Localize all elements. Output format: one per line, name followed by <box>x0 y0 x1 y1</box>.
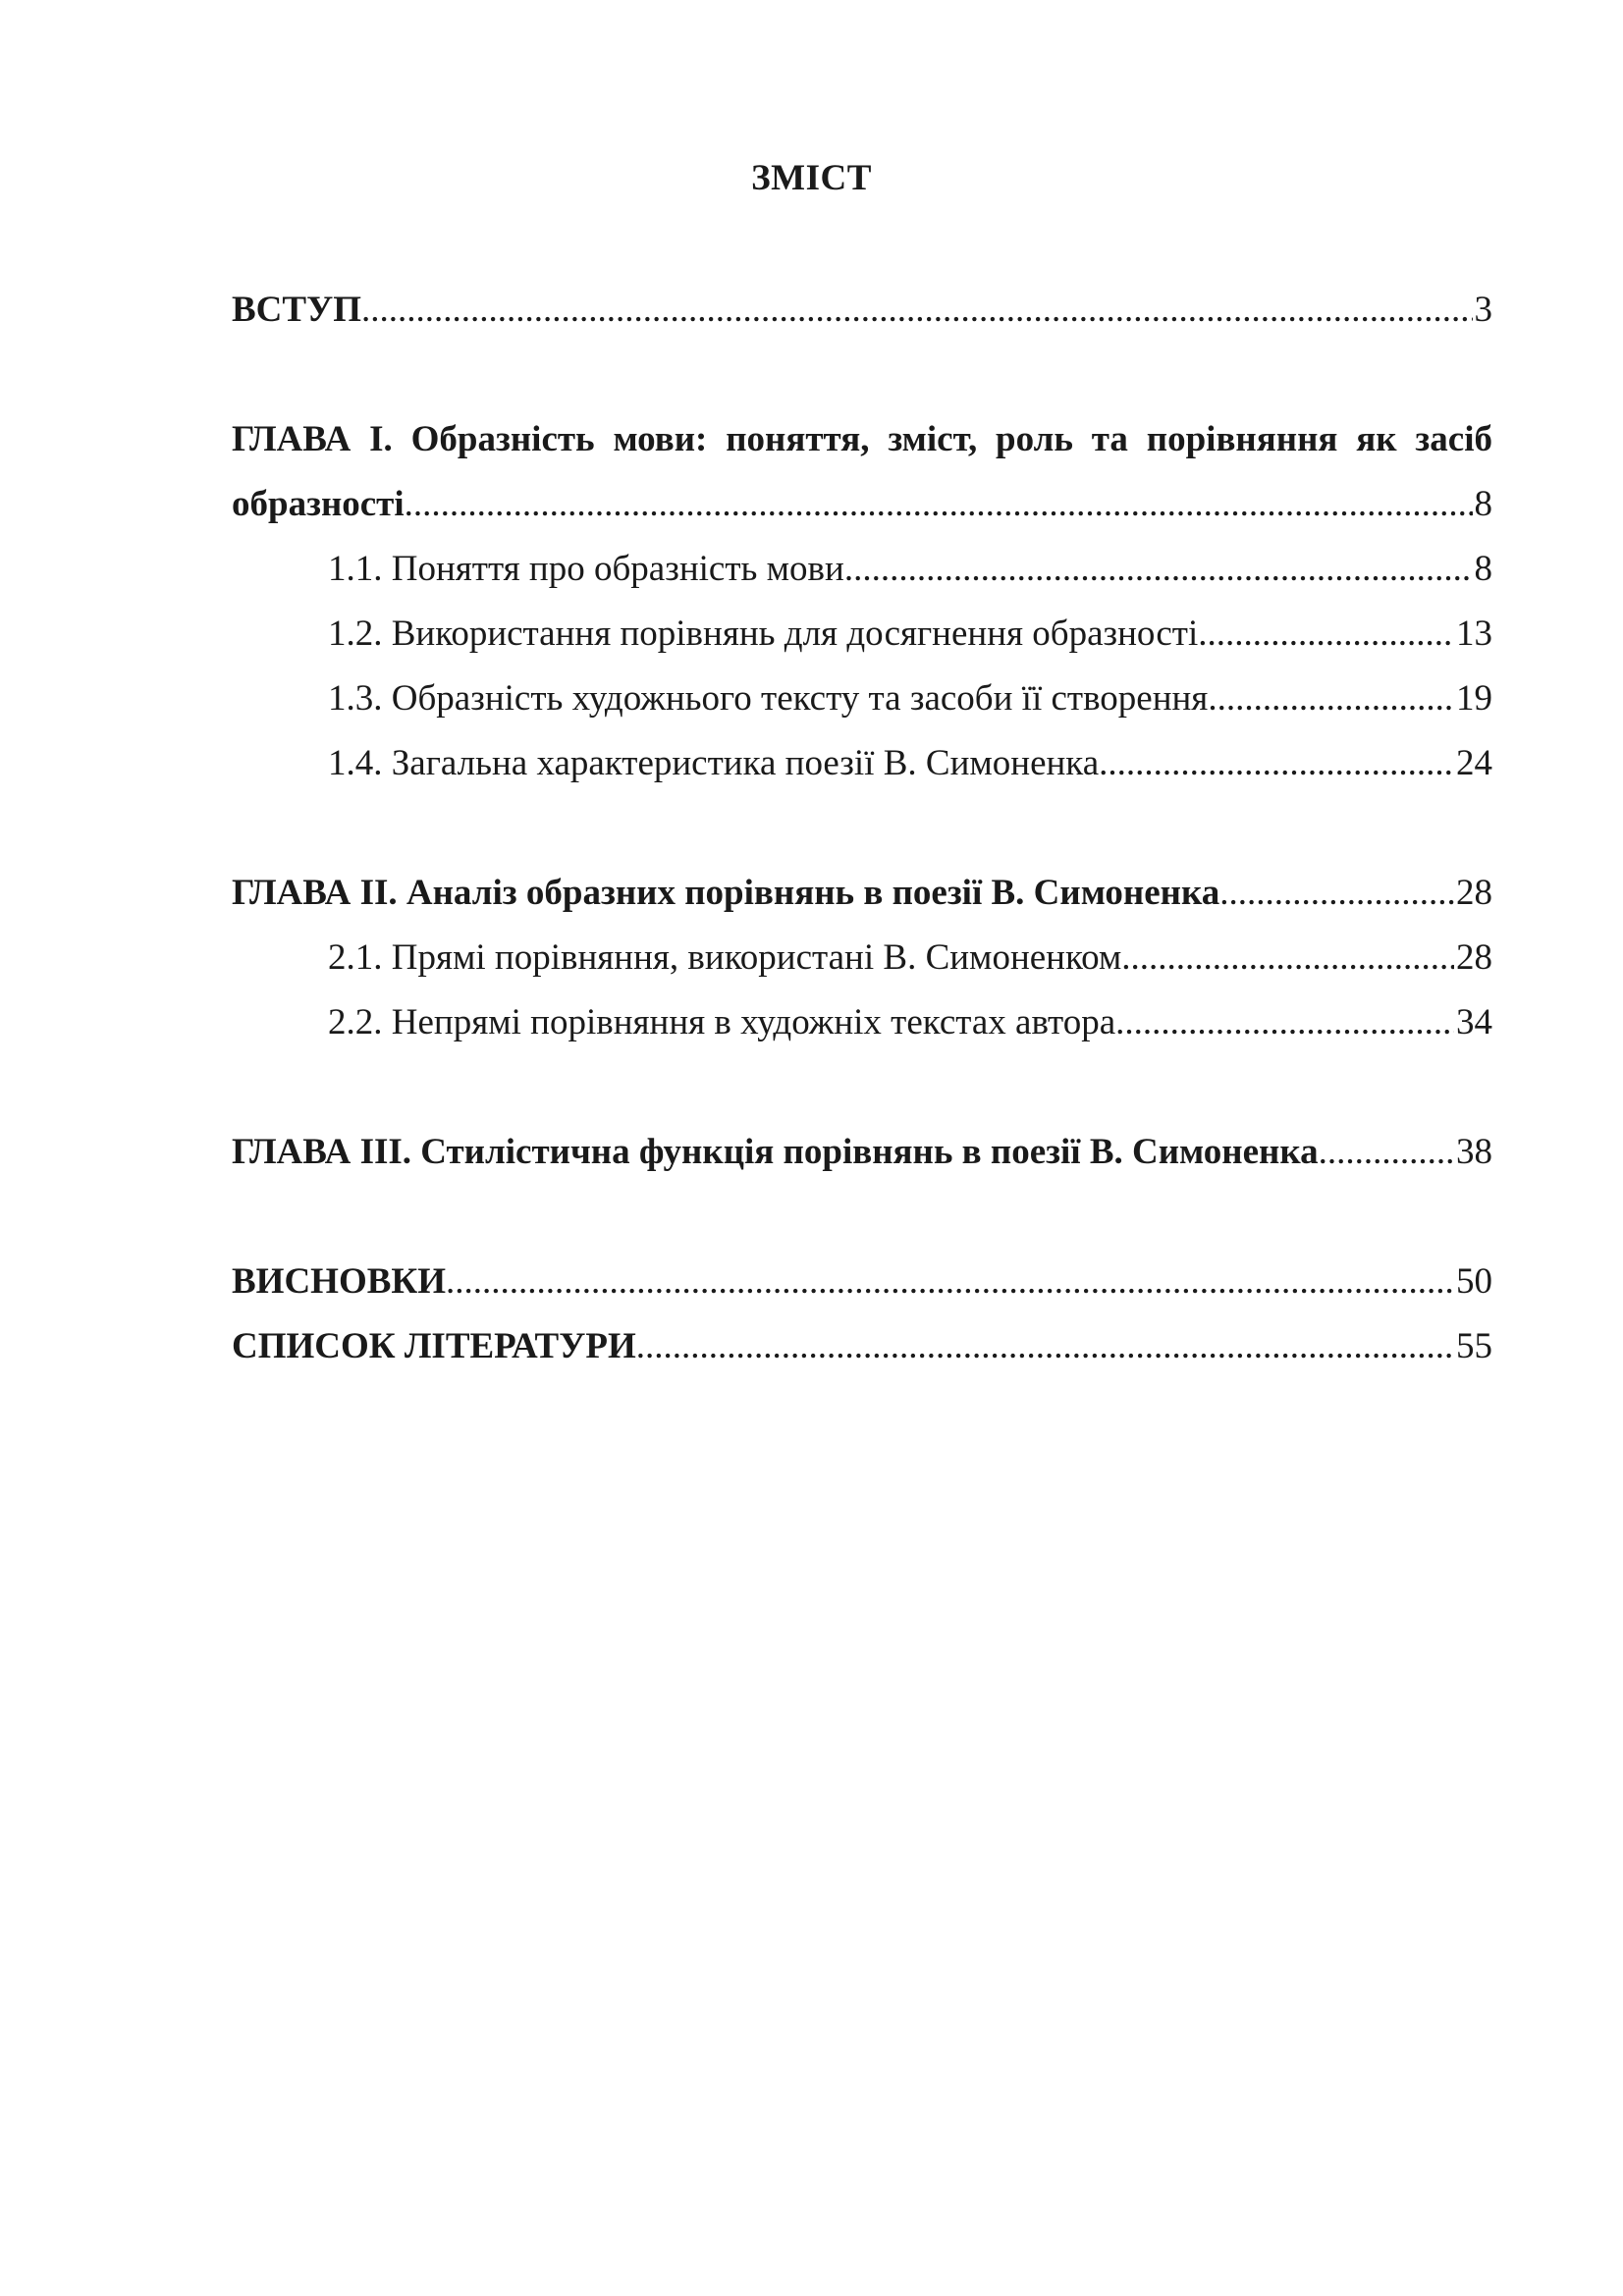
toc-entry-label: 1.4. Загальна характеристика поезії В. Симоненка <box>328 743 1100 783</box>
dot-leader <box>636 1317 1454 1376</box>
toc-entry-label: ГЛАВА ІІ. Аналіз образних порівнянь в поезії В. Симоненка <box>232 873 1220 913</box>
toc-title: ЗМІСТ <box>751 158 872 198</box>
toc-entry-label: ВИСНОВКИ <box>232 1261 447 1302</box>
toc-entry-chapter-1[interactable] <box>232 475 1492 534</box>
toc-entry-section-1-3[interactable] <box>328 669 1492 728</box>
dot-leader <box>1319 1123 1454 1182</box>
toc-page-number: 24 <box>1456 743 1492 783</box>
toc-entry-chapter-1-line-1[interactable] <box>232 410 1492 469</box>
toc-entry-label: 1.2. Використання порівнянь для досягнення образності <box>328 614 1199 654</box>
toc-entry-label: 1.1. Поняття про образність мови <box>328 549 844 589</box>
toc-entry-label: 2.2. Непрямі порівняння в художніх текстах автора <box>328 1002 1116 1042</box>
toc-entry-label: 2.1. Прямі порівняння, використані В. Симоненком <box>328 937 1122 978</box>
toc-entry-label: образності <box>232 484 405 524</box>
toc-entry-chapter-2[interactable] <box>232 864 1492 923</box>
toc-page-number: 28 <box>1456 873 1492 913</box>
toc-entry-section-1-2[interactable] <box>328 605 1492 664</box>
dot-leader <box>1198 605 1454 664</box>
toc-entry-section-2-2[interactable] <box>328 993 1492 1052</box>
toc-entry-label: 1.3. Образність художнього тексту та засоби її створення <box>328 678 1209 719</box>
toc-page-number: 34 <box>1456 1002 1492 1042</box>
dot-leader <box>361 281 1472 340</box>
toc-entry-label: ГЛАВА І. Образність мови: поняття, зміст, роль та порівняння як засіб <box>232 419 1492 459</box>
toc-entry-references[interactable] <box>232 1317 1492 1376</box>
dot-leader <box>844 540 1473 599</box>
dot-leader <box>446 1253 1454 1311</box>
dot-leader <box>1208 669 1454 728</box>
toc-page-number: 38 <box>1456 1132 1492 1172</box>
toc-entry-chapter-3[interactable] <box>232 1123 1492 1182</box>
dot-leader <box>1099 734 1454 793</box>
toc-page-number: 28 <box>1456 937 1492 978</box>
toc-entry-section-2-1[interactable] <box>328 929 1492 988</box>
toc-entry-label: СПИСОК ЛІТЕРАТУРИ <box>232 1326 636 1366</box>
toc-page-number: 19 <box>1456 678 1492 719</box>
toc-entry-intro[interactable] <box>232 281 1492 340</box>
toc-entry-conclusions[interactable] <box>232 1253 1492 1311</box>
toc-entry-section-1-1[interactable] <box>328 540 1492 599</box>
toc-page-number: 8 <box>1474 549 1492 589</box>
toc-entry-section-1-4[interactable] <box>328 734 1492 793</box>
toc-entry-label: ГЛАВА ІІІ. Стилістична функція порівнянь в поезії В. Симоненка <box>232 1132 1319 1172</box>
toc-page-number: 50 <box>1456 1261 1492 1302</box>
dot-leader <box>1121 929 1454 988</box>
toc-page-number: 8 <box>1474 484 1492 524</box>
toc-page-number: 55 <box>1456 1326 1492 1366</box>
dot-leader <box>405 475 1473 534</box>
dot-leader <box>1219 864 1454 923</box>
toc-page-number: 13 <box>1456 614 1492 654</box>
toc-entry-label: ВСТУП <box>232 290 362 330</box>
toc-page-number: 3 <box>1474 290 1492 330</box>
dot-leader <box>1115 993 1454 1052</box>
